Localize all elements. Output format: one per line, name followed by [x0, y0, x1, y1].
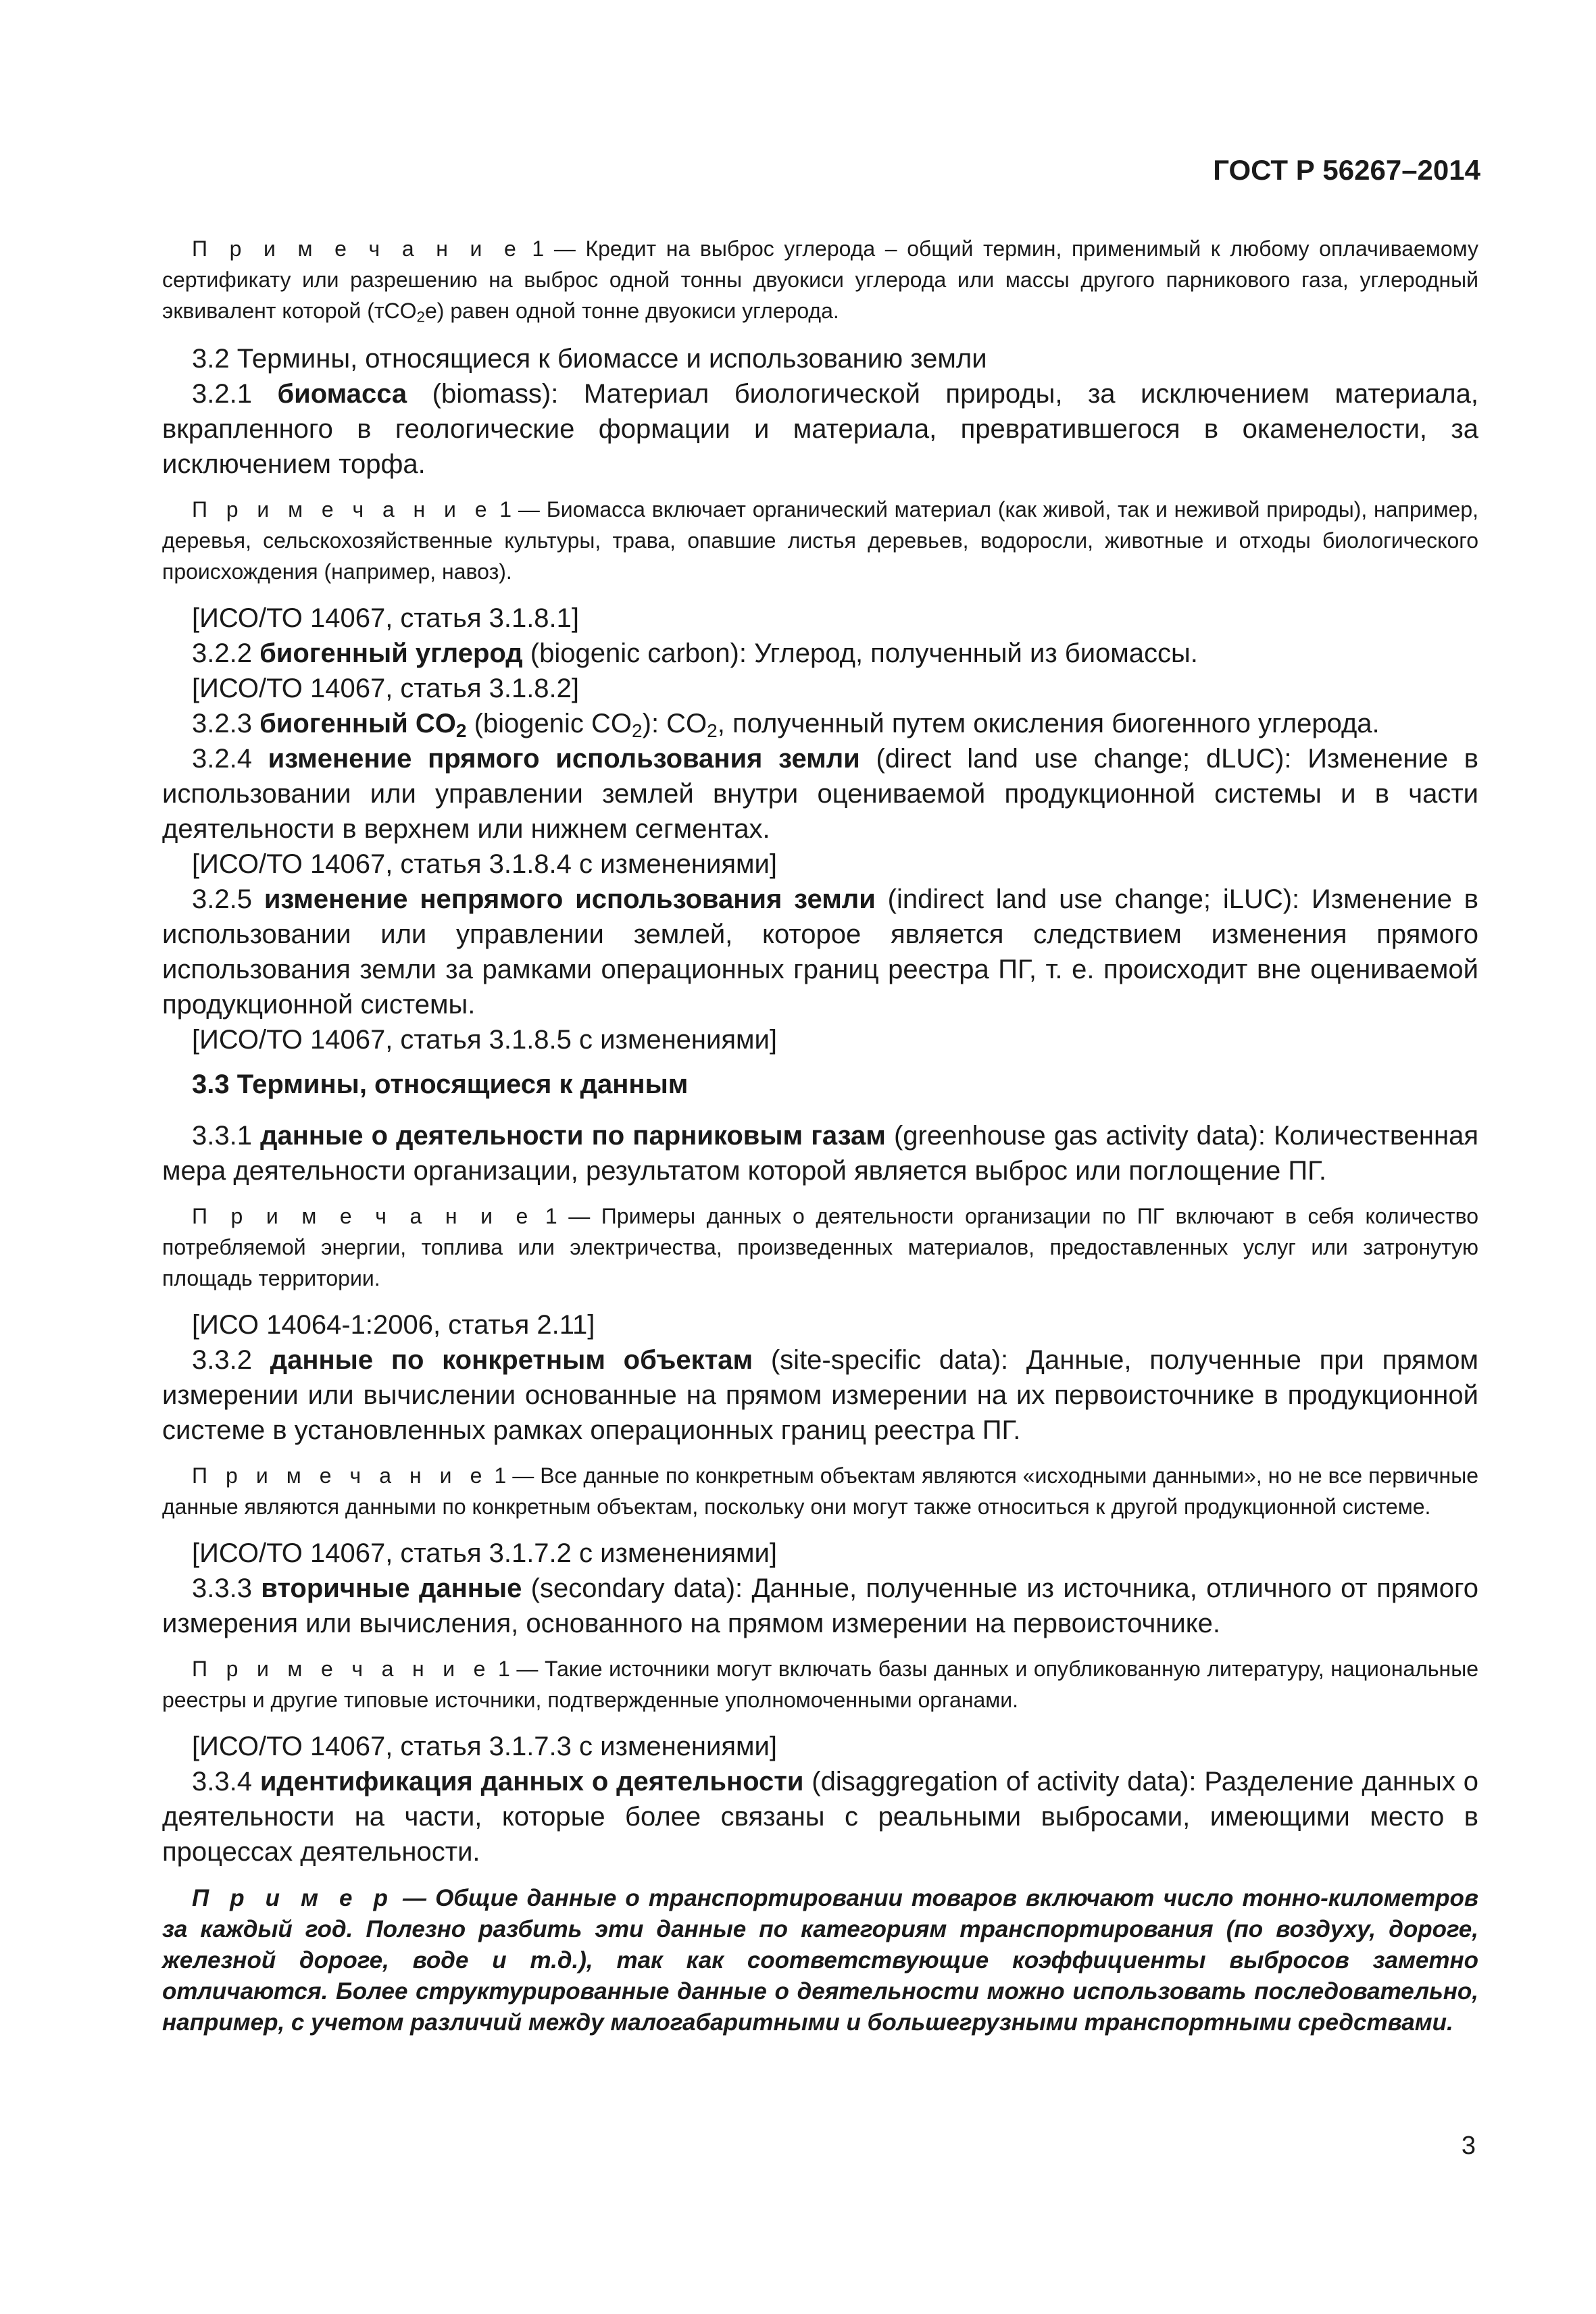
document-code-header: ГОСТ Р 56267–2014 [1213, 154, 1480, 186]
term-3-2-5: 3.2.5 изменение непрямого использования земли (indirect land use change; iLUC): Изменение в использовании или управлении землей, которое является следствием изменения прямого использования земли за рамками операционных границ реестра ПГ, т. е. происходит вне оцениваемой продукционной системы. [162, 884, 1478, 1020]
term-3-2-3: 3.2.3 биогенный $CO_2$ (biogenic $CO_2$): $CO_2$, полученный путем окисления биогенного углерода. [192, 709, 1380, 741]
term-3-2-2: 3.2.2 биогенный углерод (biogenic carbon): Углерод, полученный из биомассы. [192, 638, 1198, 668]
reference-3-1-8-2: [ИСО/ТО 14067, статья 3.1.8.2] [192, 674, 580, 703]
reference-iso-14064: [ИСО 14064-1:2006, статья 2.11] [192, 1310, 595, 1340]
term-3-3-2: 3.3.2 данные по конкретным объектам (site-specific data): Данные, полученные при прямом измерении или вычислении основанные на прямом измерении на их первоисточнике в продукционной системе в установленных рамках операционных границ реестра ПГ. [162, 1345, 1478, 1445]
note-activity-data: П р и м е ч а н и е 1 — Примеры данных о деятельности организации по ПГ включают в себя количество потребляемой энергии, топлива или электричества, произведенных материалов, предоставленных услуг или затронутую площадь территории. [162, 1204, 1479, 1290]
reference-3-1-7-3: [ИСО/ТО 14067, статья 3.1.7.3 с изменениями] [192, 1732, 777, 1761]
reference-3-1-7-2: [ИСО/ТО 14067, статья 3.1.7.2 с изменениями] [192, 1538, 777, 1568]
term-3-3-3: 3.3.3 вторичные данные (secondary data): Данные, полученные из источника, отличного от прямого измерения или вычисления, основанного на прямом измерении на первоисточнике. [162, 1574, 1478, 1638]
note-label: П р и м е ч а н и е [192, 236, 522, 261]
page-content [162, 233, 1478, 2038]
section-3-3-heading: 3.3 Термины, относящиеся к данным [192, 1070, 689, 1099]
reference-3-1-8-1: [ИСО/ТО 14067, статья 3.1.8.1] [192, 603, 580, 633]
example-label: П р и м е р [192, 1885, 394, 1911]
note-biomass: П р и м е ч а н и е 1 — Биомасса включает органический материал (как живой, так и неживой природы), например, деревья, сельскохозяйственные культуры, трава, опавшие листья деревьев, водоросли, животные и отходы биологического происхождения (например, навоз). [162, 497, 1479, 584]
note-site-specific: П р и м е ч а н и е 1 — Все данные по конкретным объектам являются «исходными данными», но не все первичные данные являются данными по конкретным объектам, поскольку они могут также относиться к другой продукционной системе. [162, 1463, 1479, 1519]
term-3-3-1: 3.3.1 данные о деятельности по парниковым газам (greenhouse gas activity data): Количественная мера деятельности организации, результатом которой является выброс или поглощение ПГ. [162, 1121, 1479, 1186]
reference-3-1-8-4: [ИСО/ТО 14067, статья 3.1.8.4 с изменениями] [192, 849, 777, 879]
section-3-2-heading: 3.2 Термины, относящиеся к биомассе и использованию земли [192, 344, 987, 374]
term-3-2-1: 3.2.1 биомасса (biomass): Материал биологической природы, за исключением материала, вкрапленного в геологические формации и материала, превратившегося в окаменелости, за исключением торфа. [162, 379, 1479, 479]
note-carbon-credit: П р и м е ч а н и е 1 — Кредит на выброс углерода – общий термин, применимый к любому оплачиваемому сертификату или разрешению на выброс одной тонны двуокиси углерода или массы другого парникового газа, углеродный эквивалент которой (тCO$_2$е) равен одной тонне двуокиси углерода. [162, 236, 1479, 326]
term-3-3-4: 3.3.4 идентификация данных о деятельности (disaggregation of activity data): Разделение данных о деятельности на части, которые более связаны с реальными выбросами, имеющими место в процессах деятельности. [162, 1767, 1478, 1867]
page-number: 3 [1461, 2132, 1476, 2160]
example-block: П р и м е р — Общие данные о транспортировании товаров включают число тонно-километров за каждый год. Полезно разбить эти данные по категориям транспортирования (по воздуху, дороге, железной дороге, воде и т.д.), так как соответствующие коэффициенты выбросов заметно отличаются. Более структурированные данные о деятельности можно использовать последовательно, например, с учетом различий между малогабаритными и большегрузными транспортными средствами. [162, 1885, 1478, 2036]
term-3-2-4: 3.2.4 изменение прямого использования земли (direct land use change; dLUC): Изменение в использовании или управлении землей внутри оцениваемой продукционной системы и в части деятельности в верхнем или нижнем сегментах. [162, 744, 1479, 844]
note-secondary-data: П р и м е ч а н и е 1 — Такие источники могут включать базы данных и опубликованную литературу, национальные реестры и другие типовые источники, подтвержденные уполномоченными органами. [162, 1657, 1479, 1712]
reference-3-1-8-5: [ИСО/ТО 14067, статья 3.1.8.5 с изменениями] [192, 1025, 777, 1055]
